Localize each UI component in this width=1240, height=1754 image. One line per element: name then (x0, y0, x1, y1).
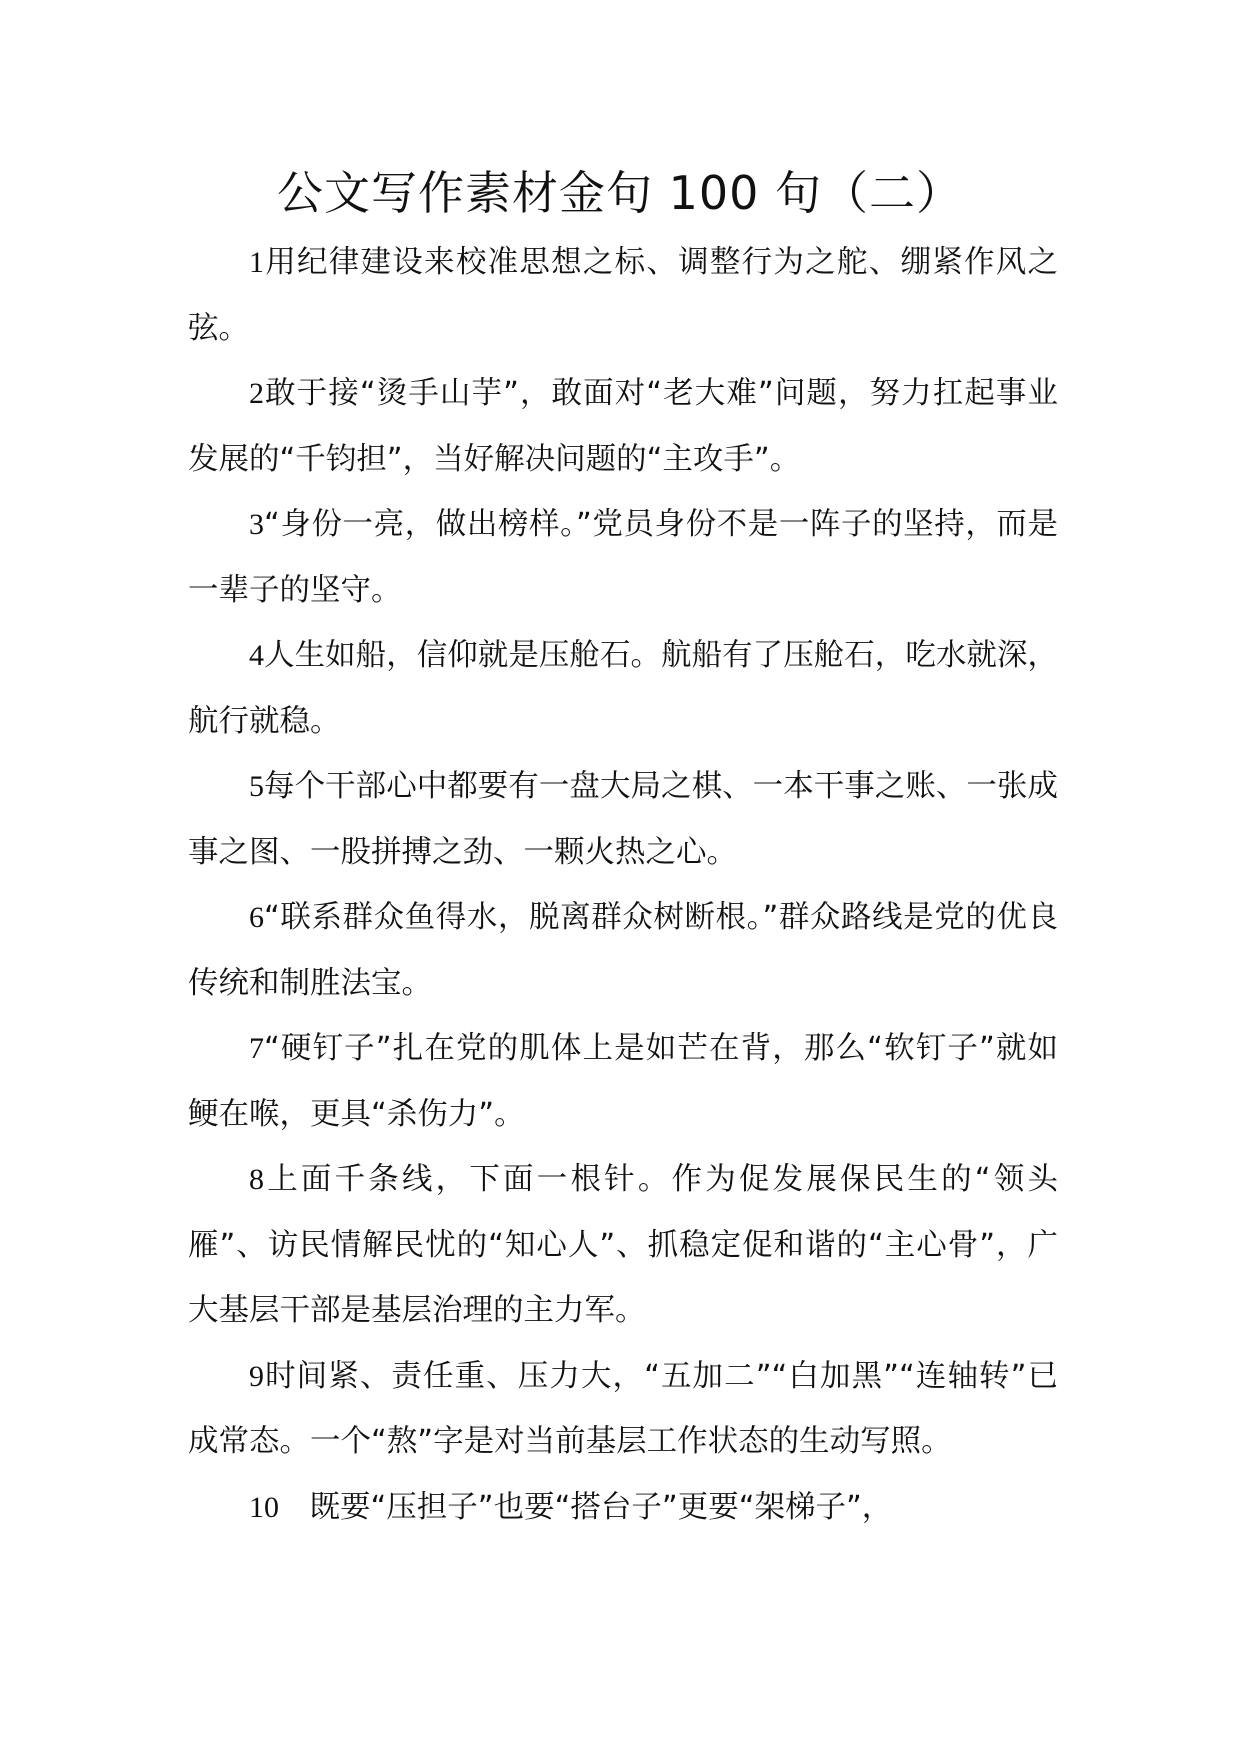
paragraph-text: 敢于接“烫手山芋”，敢面对“老大难”问题，努力扛起事业发展的“千钧担”，当好解决问题的“主攻手”。 (188, 376, 1058, 477)
paragraph-number: 1 (249, 246, 264, 279)
paragraph-text: 人生如船，信仰就是压舱石。航船有了压舱石，吃水就深，航行就稳。 (188, 638, 1058, 739)
paragraph-8 (188, 1147, 1058, 1344)
paragraph-10 (188, 1475, 1058, 1541)
paragraph-number: 5 (249, 770, 264, 803)
paragraph-number: 9 (249, 1359, 264, 1393)
paragraph-number: 2 (249, 377, 264, 410)
document-body (188, 230, 1058, 1540)
paragraph-5 (188, 754, 1058, 885)
paragraph-2 (188, 361, 1058, 492)
paragraph-text: “联系群众鱼得水，脱离群众树断根。”群众路线是党的优良传统和制胜法宝。 (188, 900, 1058, 1001)
paragraph-number: 10 (249, 1490, 279, 1524)
paragraph-text: “硬钉子”扎在党的肌体上是如芒在背，那么“软钉子”就如鲠在喉，更具“杀伤力”。 (188, 1031, 1058, 1132)
paragraph-text: 每个干部心中都要有一盘大局之棋、一本干事之账、一张成事之图、一股拼搏之劲、一颗火热之心。 (188, 769, 1058, 870)
paragraph-7 (188, 1016, 1058, 1147)
paragraph-number: 6 (249, 901, 264, 934)
paragraph-text: 时间紧、责任重、压力大，“五加二”“白加黑”“连轴转”已成常态。一个“熬”字是对当前基层工作状态的生动写照。 (188, 1358, 1058, 1459)
paragraph-6 (188, 885, 1058, 1016)
paragraph-3 (188, 492, 1058, 623)
document-title: 公文写作素材金句 100 句（二） (276, 166, 964, 220)
paragraph-4 (188, 623, 1058, 754)
paragraph-number: 3 (249, 508, 264, 541)
paragraph-number: 7 (249, 1032, 264, 1065)
paragraph-1 (188, 230, 1058, 361)
paragraph-9 (188, 1344, 1058, 1475)
paragraph-text: 用纪律建设来校准思想之标、调整行为之舵、绷紧作风之弦。 (188, 245, 1058, 346)
paragraph-text: 上面千条线，下面一根针。作为促发展保民生的“领头雁”、访民情解民忧的“知心人”、抓稳定促和谐的“主心骨”，广大基层干部是基层治理的主力军。 (188, 1162, 1058, 1328)
paragraph-number: 8 (249, 1163, 264, 1196)
paragraph-text: 既要“压担子”也要“搭台子”更要“架梯子”， (279, 1489, 893, 1525)
paragraph-text: “身份一亮，做出榜样。”党员身份不是一阵子的坚持，而是一辈子的坚守。 (188, 507, 1058, 608)
paragraph-number: 4 (249, 639, 264, 672)
